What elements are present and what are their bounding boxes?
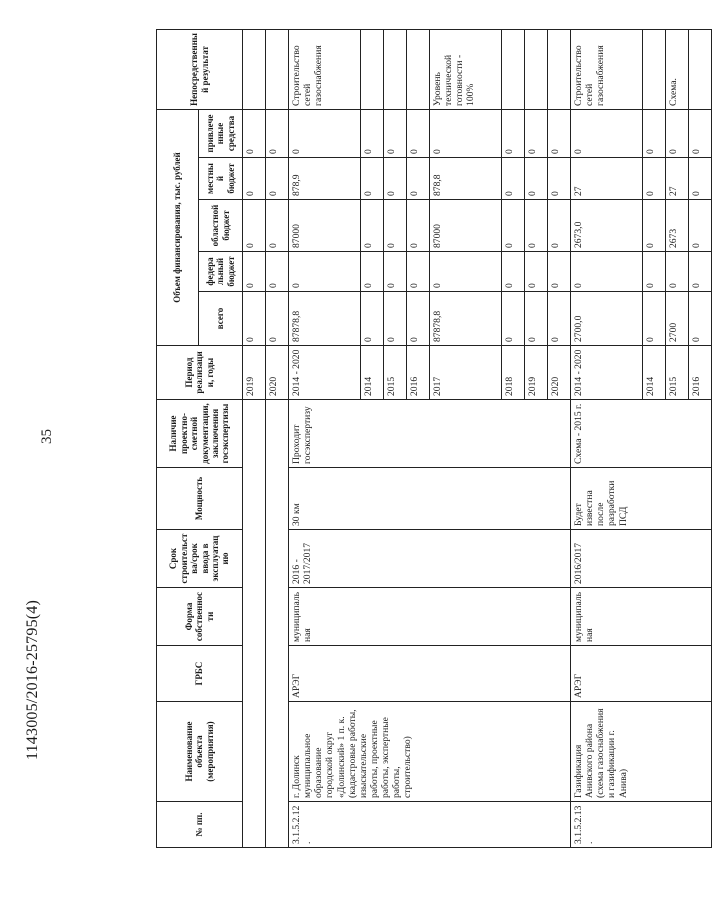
cell-ownership: муниципальная	[571, 588, 712, 646]
cell-local: 878,9	[289, 158, 361, 200]
cell-regional: 0	[525, 200, 548, 252]
cell-result	[689, 29, 712, 109]
cell-federal: 0	[266, 252, 289, 292]
page-number: 35	[39, 429, 55, 444]
cell-total: 2700,0	[571, 292, 643, 346]
cell-federal: 0	[243, 252, 266, 292]
cell-result	[502, 29, 525, 109]
cell-total: 0	[266, 292, 289, 346]
cell-year: 2020	[548, 346, 571, 400]
cell-total: 87878,8	[430, 292, 502, 346]
cell-result	[548, 29, 571, 109]
cell-total: 0	[361, 292, 384, 346]
cell-year: 2018	[502, 346, 525, 400]
cell-year: 2015	[384, 346, 407, 400]
cell-year: 2015	[666, 346, 689, 400]
cell-federal: 0	[689, 252, 712, 292]
cell-local: 27	[666, 158, 689, 200]
cell-psd: Проходит госэкспертизу	[289, 400, 571, 468]
cell-local: 0	[525, 158, 548, 200]
header-capacity: Мощность	[157, 468, 243, 530]
cell-attracted: 0	[266, 109, 289, 157]
cell-total: 0	[384, 292, 407, 346]
cell-year: 2016	[407, 346, 430, 400]
cell-ownership: муниципальная	[289, 588, 571, 646]
header-total: всего	[199, 292, 243, 346]
cell-local: 0	[266, 158, 289, 200]
cell-attracted: 0	[430, 109, 502, 157]
cell-empty	[266, 400, 289, 848]
cell-regional: 0	[361, 200, 384, 252]
cell-capacity: 30 км	[289, 468, 571, 530]
cell-attracted: 0	[548, 109, 571, 157]
cell-name: г. Долинск муниципальное образование городской округ «Долинский» 1 п. к. (кадастровые работы, изыскательские работы, проектные работы, экспертные работы, строительство)	[289, 702, 571, 802]
cell-local: 0	[502, 158, 525, 200]
cell-local: 0	[407, 158, 430, 200]
cell-term: 2016 - 2017/2017	[289, 530, 571, 588]
cell-federal: 0	[525, 252, 548, 292]
cell-attracted: 0	[525, 109, 548, 157]
cell-attracted: 0	[502, 109, 525, 157]
cell-year: 2020	[266, 346, 289, 400]
header-grbs: ГРБС	[157, 646, 243, 702]
cell-total: 0	[643, 292, 666, 346]
cell-result	[525, 29, 548, 109]
cell-year: 2016	[689, 346, 712, 400]
table-row	[289, 29, 361, 847]
cell-result	[643, 29, 666, 109]
header-result: Непосредственный результат	[157, 29, 243, 109]
table-row	[571, 29, 643, 847]
cell-num: 3.1.5.2.12.	[289, 802, 571, 848]
header-term: Срок строительства/срок ввода в эксплуатацию	[157, 530, 243, 588]
cell-empty	[243, 400, 266, 848]
table-row	[243, 29, 266, 847]
cell-federal: 0	[666, 252, 689, 292]
table-header	[157, 29, 243, 847]
cell-regional: 2673,0	[571, 200, 643, 252]
cell-attracted: 0	[643, 109, 666, 157]
cell-local: 878,8	[430, 158, 502, 200]
cell-attracted: 0	[571, 109, 643, 157]
cell-total: 87878,8	[289, 292, 361, 346]
cell-federal: 0	[502, 252, 525, 292]
cell-federal: 0	[430, 252, 502, 292]
cell-attracted: 0	[407, 109, 430, 157]
cell-year: 2019	[525, 346, 548, 400]
document-id: 1143005/2016-25795(4)	[24, 599, 41, 760]
cell-attracted: 0	[384, 109, 407, 157]
header-financing: Объем финансирования, тыс. рублей	[157, 109, 199, 345]
header-psd: Наличие проектно-сметной документации, заключения госэкспертизы	[157, 400, 243, 468]
cell-attracted: 0	[689, 109, 712, 157]
cell-federal: 0	[361, 252, 384, 292]
cell-year: 2014 - 2020	[289, 346, 361, 400]
cell-result	[266, 29, 289, 109]
cell-total: 0	[407, 292, 430, 346]
cell-federal: 0	[643, 252, 666, 292]
cell-total: 0	[548, 292, 571, 346]
cell-local: 0	[548, 158, 571, 200]
table-body	[243, 29, 712, 847]
header-name: Наименование объекта (мероприятия)	[157, 702, 243, 802]
cell-local: 0	[643, 158, 666, 200]
cell-federal: 0	[548, 252, 571, 292]
cell-regional: 0	[266, 200, 289, 252]
cell-regional: 0	[384, 200, 407, 252]
cell-result	[361, 29, 384, 109]
rotated-table-wrapper	[156, 30, 702, 848]
cell-local: 0	[361, 158, 384, 200]
cell-regional: 0	[407, 200, 430, 252]
cell-psd: Схема - 2015 г.	[571, 400, 712, 468]
cell-regional: 87000	[430, 200, 502, 252]
cell-year: 2014 - 2020	[571, 346, 643, 400]
cell-num: 3.1.5.2.13.	[571, 802, 712, 848]
cell-regional: 0	[502, 200, 525, 252]
cell-local: 0	[243, 158, 266, 200]
cell-local: 0	[689, 158, 712, 200]
header-period: Период реализации, годы	[157, 346, 243, 400]
cell-regional: 0	[243, 200, 266, 252]
cell-grbs: АРЭГ	[571, 646, 712, 702]
cell-result: Строительство сетей газоснабжения	[289, 29, 361, 109]
cell-capacity: Будет известна после разработки ПСД	[571, 468, 712, 530]
cell-attracted: 0	[361, 109, 384, 157]
table-row	[266, 29, 289, 847]
cell-federal: 0	[407, 252, 430, 292]
header-num: № пп.	[157, 802, 243, 848]
cell-result	[243, 29, 266, 109]
header-ownership: Форма собственности	[157, 588, 243, 646]
cell-grbs: АРЭГ	[289, 646, 571, 702]
cell-term: 2016/2017	[571, 530, 712, 588]
header-local: местный бюджет	[199, 158, 243, 200]
cell-regional: 0	[689, 200, 712, 252]
cell-attracted: 0	[243, 109, 266, 157]
cell-result: Схема.	[666, 29, 689, 109]
header-regional: областной бюджет	[199, 200, 243, 252]
header-attracted: привлеченные средства	[199, 109, 243, 157]
cell-year: 2014	[643, 346, 666, 400]
cell-federal: 0	[384, 252, 407, 292]
cell-regional: 87000	[289, 200, 361, 252]
cell-local: 27	[571, 158, 643, 200]
cell-regional: 0	[548, 200, 571, 252]
cell-year: 2014	[361, 346, 384, 400]
cell-total: 0	[243, 292, 266, 346]
cell-attracted: 0	[289, 109, 361, 157]
cell-year: 2017	[430, 346, 502, 400]
cell-result: Строительство сетей газоснабжения	[571, 29, 643, 109]
cell-total: 0	[502, 292, 525, 346]
cell-regional: 0	[643, 200, 666, 252]
cell-regional: 2673	[666, 200, 689, 252]
cell-result	[384, 29, 407, 109]
cell-total: 0	[689, 292, 712, 346]
cell-year: 2019	[243, 346, 266, 400]
cell-total: 0	[525, 292, 548, 346]
cell-attracted: 0	[666, 109, 689, 157]
cell-federal: 0	[289, 252, 361, 292]
cell-local: 0	[384, 158, 407, 200]
cell-total: 2700	[666, 292, 689, 346]
financing-table	[156, 29, 712, 848]
cell-federal: 0	[571, 252, 643, 292]
cell-result	[407, 29, 430, 109]
header-federal: федеральный бюджет	[199, 252, 243, 292]
cell-name: Газификация Анивского района (схема газоснабжения и газификации г. Анива)	[571, 702, 712, 802]
cell-result: Уровень технической готовности - 100%	[430, 29, 502, 109]
